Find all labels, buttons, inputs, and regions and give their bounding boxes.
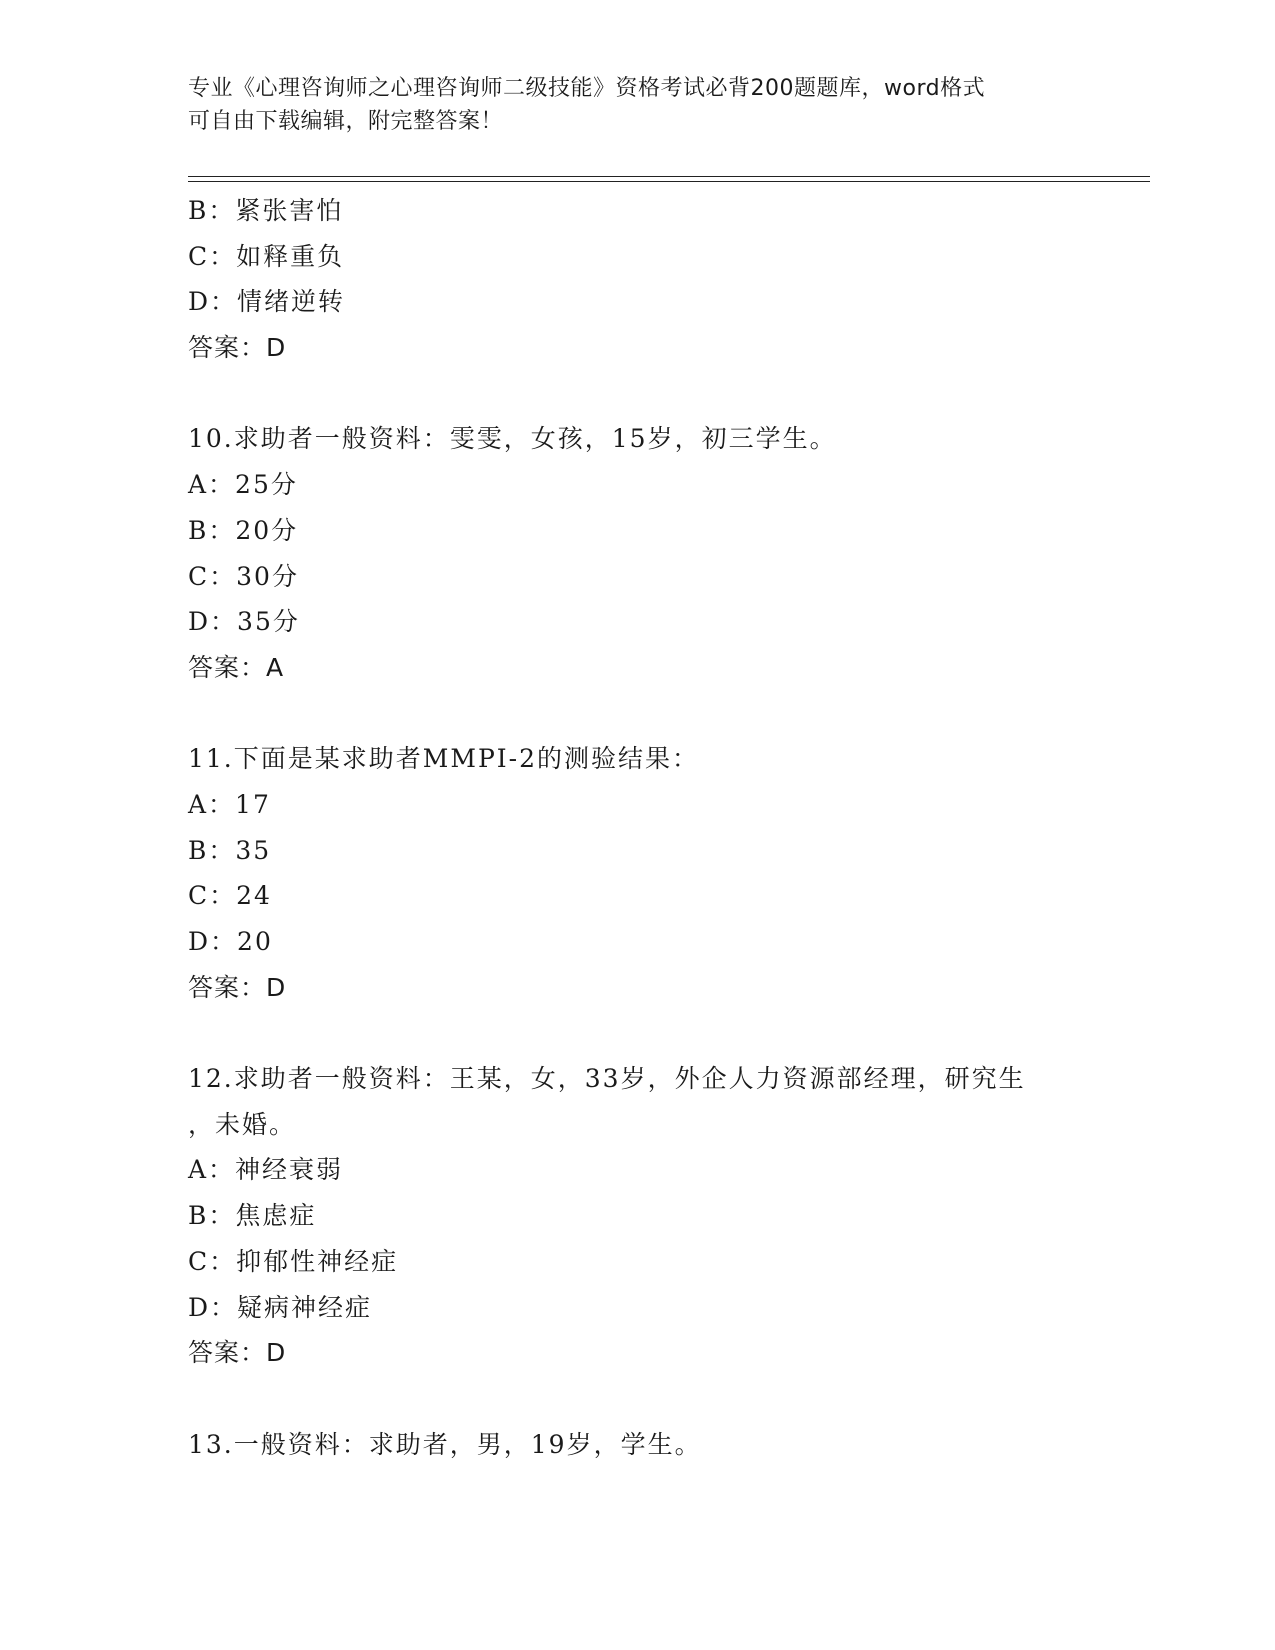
- question-stem: 10.求助者一般资料：雯雯，女孩，15岁，初三学生。: [188, 424, 837, 454]
- option-b: B：焦虑症: [188, 1201, 317, 1231]
- option-d: D：35分: [188, 607, 300, 637]
- option-d: D：疑病神经症: [188, 1292, 373, 1322]
- option-b: B：紧张害怕: [188, 196, 344, 225]
- spacer: [188, 1010, 1088, 1056]
- answer-line: 答案：D: [188, 972, 287, 1002]
- question-9-tail: [188, 188, 1088, 371]
- option-d: D：20: [188, 927, 273, 956]
- header-title-line-2: 可自由下载编辑，附完整答案！: [188, 109, 504, 134]
- header-title-line-1: 专业《心理咨询师之心理咨询师二级技能》资格考试必背200题题库，word格式: [188, 76, 986, 101]
- option-b: B：20分: [188, 515, 299, 545]
- answer-line: 答案：D: [188, 333, 287, 363]
- spacer: [188, 371, 1088, 417]
- option-b: B：35: [188, 835, 272, 865]
- question-stem: 11.下面是某求助者MMPI-2的测验结果：: [188, 744, 700, 774]
- spacer: [188, 1376, 1088, 1422]
- option-c: C：如释重负: [188, 241, 345, 271]
- question-list: [188, 188, 1088, 1467]
- question-12: [188, 1056, 1088, 1376]
- answer-line: 答案：D: [188, 1338, 287, 1368]
- spacer: [188, 691, 1088, 737]
- option-d: D：情绪逆转: [188, 287, 346, 317]
- question-stem-line-2: ，未婚。: [188, 1109, 297, 1139]
- question-stem-line-1: 12.求助者一般资料：王某，女，33岁，外企人力资源部经理，研究生: [188, 1064, 1026, 1094]
- option-a: A：神经衰弱: [188, 1155, 344, 1185]
- option-c: C：30分: [188, 561, 299, 591]
- header-divider-bottom: [188, 181, 1150, 182]
- header-divider-top: [188, 176, 1150, 177]
- question-11: [188, 736, 1088, 1010]
- option-a: A：25分: [188, 470, 298, 500]
- document-header: [188, 72, 1068, 138]
- option-a: A：17: [188, 789, 271, 819]
- question-stem: 13.一般资料：求助者，男，19岁，学生。: [188, 1429, 702, 1459]
- answer-line: 答案：A: [188, 652, 285, 682]
- option-c: C：抑郁性神经症: [188, 1246, 399, 1276]
- question-10: [188, 416, 1088, 690]
- option-c: C：24: [188, 881, 272, 911]
- question-13: [188, 1422, 1088, 1468]
